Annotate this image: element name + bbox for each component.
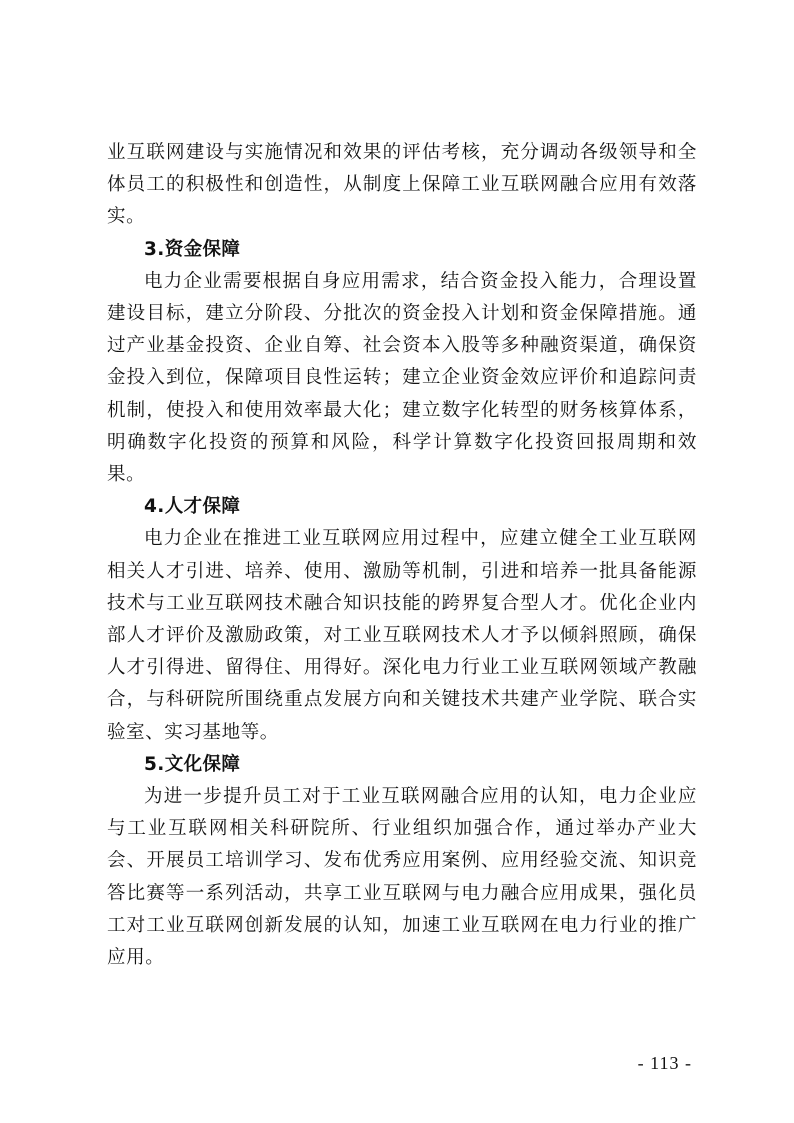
section-heading-culture: 5.文化保障 (144, 753, 241, 775)
page-number: - 113 - (637, 1053, 692, 1073)
document-body (107, 137, 697, 974)
section-heading-funding: 3.资金保障 (144, 238, 241, 260)
paragraph-talent: 电力企业在推进工业互联网应用过程中，应建立健全工业互联网相关人才引进、培养、使用、激励等机制，引进和培养一批具备能源技术与工业互联网技术融合知识技能的跨界复合型人才。优化企业内部人才评价及激励政策，对工业互联网技术人才予以倾斜照顾，确保人才引得进、留得住、用得好。深化电力行业工业互联网领域产教融合，与科研院所围绕重点发展方向和关键技术共建产业学院、联合实验室、实习基地等。 (107, 528, 697, 743)
paragraph-funding: 电力企业需要根据自身应用需求，结合资金投入能力，合理设置建设目标，建立分阶段、分批次的资金投入计划和资金保障措施。通过产业基金投资、企业自筹、社会资本入股等多种融资渠道，确保资金投入到位，保障项目良性运转；建立企业资金效应评价和追踪问责机制，使投入和使用效率最大化；建立数字化转型的财务核算体系，明确数字化投资的预算和风险，科学计算数字化投资回报周期和效果。 (107, 270, 697, 486)
section-heading-talent: 4.人才保障 (144, 496, 241, 518)
paragraph-intro-continuation: 业互联网建设与实施情况和效果的评估考核，充分调动各级领导和全体员工的积极性和创造性，从制度上保障工业互联网融合应用有效落实。 (107, 142, 697, 228)
paragraph-culture: 为进一步提升员工对于工业互联网融合应用的认知，电力企业应与工业互联网相关科研院所、行业组织加强合作，通过举办产业大会、开展员工培训学习、发布优秀应用案例、应用经验交流、知识竞答比赛等一系列活动，共享工业互联网与电力融合应用成果，强化员工对工业互联网创新发展的认知，加速工业互联网在电力行业的推广应用。 (107, 786, 697, 969)
